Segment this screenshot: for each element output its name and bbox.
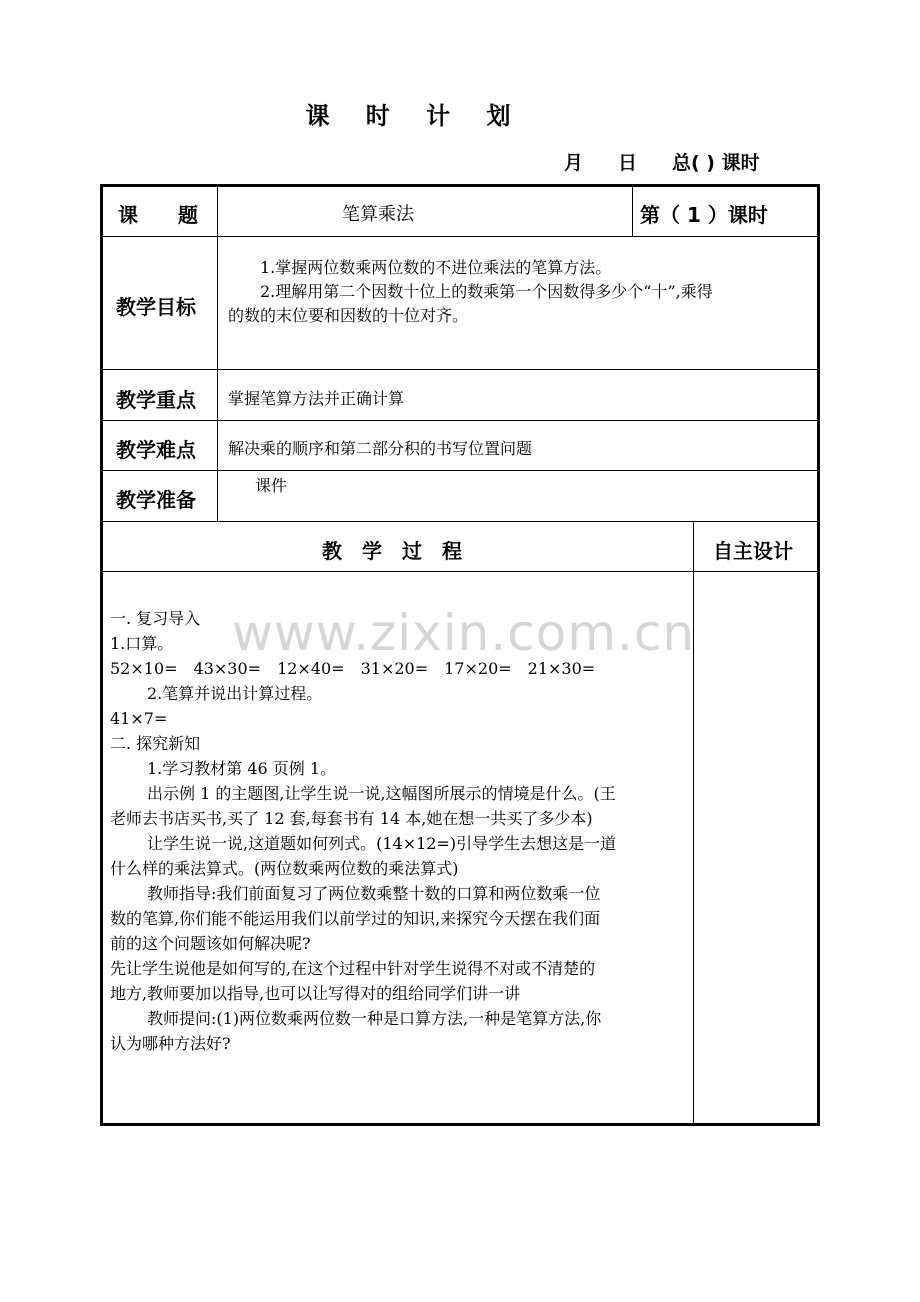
row-divider (102, 369, 818, 370)
row-divider (102, 470, 818, 471)
process-line: 教师指导:我们前面复习了两位数乘整十数的口算和两位数乘一位 (147, 884, 601, 903)
lesson-number: 第（ 1 ）课时 (640, 203, 768, 227)
watermark: www.zixin.com.cn (232, 604, 696, 662)
objective-line: 的数的末位要和因数的十位对齐。 (228, 306, 469, 325)
process-line: 1.学习教材第 46 页例 1。 (147, 759, 337, 778)
month-label: 月 (564, 152, 584, 174)
process-line: 前的这个问题该如何解决呢? (110, 934, 311, 953)
process-body (110, 606, 688, 1056)
total-lessons-label: 总( ) 课时 (672, 152, 760, 174)
objective-line: 2.理解用第二个因数十位上的数乘第一个因数得多少个“十”,乘得 (260, 282, 713, 301)
row-divider (102, 571, 818, 572)
objective-line: 1.掌握两位数乘两位数的不进位乘法的笔算方法。 (260, 258, 612, 277)
process-line: 认为哪种方法好? (110, 1034, 231, 1053)
process-line: 数的笔算,你们能不能运用我们以前学过的知识,来探究今天摆在我们面 (110, 909, 601, 928)
process-line: 出示例 1 的主题图,让学生说一说,这幅图所展示的情境是什么。(王 (147, 784, 616, 803)
topic-value: 笔算乘法 (342, 204, 414, 225)
process-line: 地方,教师要加以指导,也可以让写得对的组给同学们讲一讲 (110, 984, 521, 1003)
section-heading: 二. 探究新知 (110, 734, 201, 753)
objectives-text (228, 256, 812, 328)
difficulties-label: 教学难点 (116, 438, 196, 462)
process-line: 让学生说一说,这道题如何列式。(14×12=)引导学生去想这是一道 (147, 834, 617, 853)
column-divider (217, 186, 218, 521)
process-line: 41×7= (110, 709, 168, 728)
difficulties-text: 解决乘的顺序和第二部分积的书写位置问题 (228, 439, 533, 458)
process-line: 1.口算。 (110, 634, 174, 653)
column-divider (693, 521, 694, 1124)
date-line (560, 148, 800, 174)
row-divider (102, 521, 818, 522)
row-divider (102, 420, 818, 421)
key-points-text: 掌握笔算方法并正确计算 (228, 389, 405, 408)
day-label: 日 (618, 152, 638, 174)
topic-label: 课 题 (118, 203, 198, 227)
row-divider (102, 236, 818, 237)
section-heading: 一. 复习导入 (110, 609, 201, 628)
oral-calc-line: 52×10= 43×30= 12×40= 31×20= 17×20= 21×30= (110, 659, 596, 678)
process-line: 2.笔算并说出计算过程。 (147, 684, 323, 703)
process-line: 什么样的乘法算式。(两位数乘两位数的乘法算式) (110, 859, 459, 878)
objectives-label: 教学目标 (116, 295, 196, 319)
column-divider (632, 186, 633, 236)
process-header: 教 学 过 程 (322, 539, 462, 563)
process-line: 教师提问:(1)两位数乘两位数一种是口算方法,一种是笔算方法,你 (147, 1009, 602, 1028)
key-points-label: 教学重点 (116, 388, 196, 412)
preparation-text: 课件 (255, 476, 288, 495)
process-line: 老师去书店买书,买了 12 套,每套书有 14 本,她在想一共买了多少本) (110, 809, 593, 828)
process-line: 先让学生说他是如何写的,在这个过程中针对学生说得不对或不清楚的 (110, 959, 596, 978)
self-design-header: 自主设计 (713, 539, 793, 563)
page-title: 课 时 计 划 (305, 102, 525, 130)
preparation-label: 教学准备 (116, 488, 196, 512)
